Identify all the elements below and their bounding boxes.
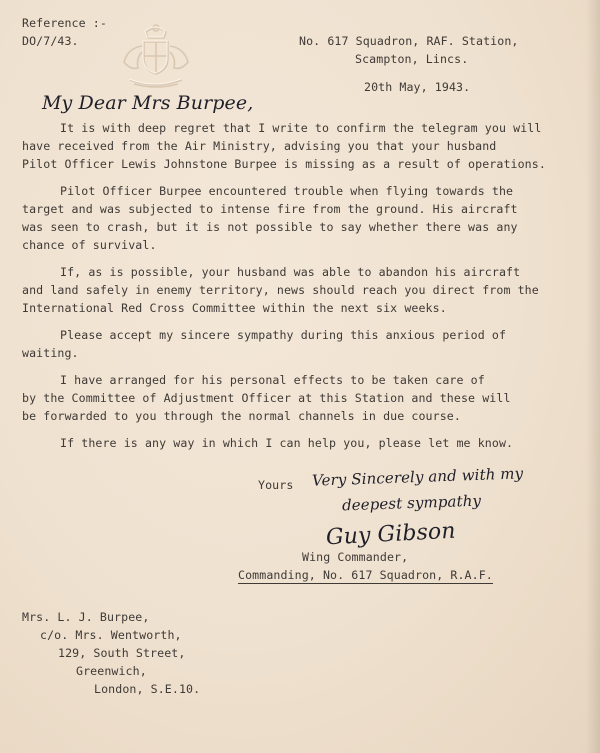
paragraph-2-line-2: target and was subjected to intense fire from the ground. His aircraft xyxy=(22,202,518,216)
closing-yours: Yours xyxy=(258,478,294,492)
signature: Guy Gibson xyxy=(325,518,457,551)
paragraph-5-line-3: be forwarded to you through the normal channels in due course. xyxy=(22,409,461,423)
address-line-2: Scampton, Lincs. xyxy=(355,52,469,66)
handwritten-closing-line-2: deepest sympathy xyxy=(341,491,482,515)
paragraph-1-line-1: It is with deep regret that I write to confirm the telegram you will xyxy=(60,121,542,135)
address-line-1: No. 617 Squadron, RAF. Station, xyxy=(299,34,519,48)
paragraph-1-line-2: have received from the Air Ministry, advising you that your husband xyxy=(22,139,497,153)
handwritten-closing-line-1: Very Sincerely and with my xyxy=(311,464,524,490)
paragraph-5-line-2: by the Committee of Adjustment Officer at this Station and these will xyxy=(22,391,511,405)
paragraph-1-line-3: Pilot Officer Lewis Johnstone Burpee is missing as a result of operations. xyxy=(22,157,546,171)
paragraph-3-line-2: and land safely in enemy territory, news should reach you direct from the xyxy=(22,283,539,297)
signatory-command: Commanding, No. 617 Squadron, R.A.F. xyxy=(238,568,493,582)
recipient-line-2: c/o. Mrs. Wentworth, xyxy=(40,628,182,642)
recipient-line-1: Mrs. L. J. Burpee, xyxy=(22,610,150,624)
paragraph-2-line-3: was seen to crash, but it is not possible to say whether there was any xyxy=(22,220,518,234)
paragraph-3-line-1: If, as is possible, your husband was able to abandon his aircraft xyxy=(60,265,521,279)
signatory-title: Wing Commander, xyxy=(302,550,409,564)
paragraph-2-line-1: Pilot Officer Burpee encountered trouble when flying towards the xyxy=(60,184,514,198)
paragraph-5-line-1: I have arranged for his personal effects to be taken care of xyxy=(60,373,485,387)
recipient-line-4: Greenwich, xyxy=(76,664,147,678)
paragraph-4-line-1: Please accept my sincere sympathy during this anxious period of xyxy=(60,328,507,342)
reference-number: DO/7/43. xyxy=(22,34,79,48)
letter-date: 20th May, 1943. xyxy=(364,80,471,94)
recipient-line-5: London, S.E.10. xyxy=(94,682,201,696)
paragraph-4-line-2: waiting. xyxy=(22,346,79,360)
paper-edge-shadow xyxy=(586,0,600,753)
reference-label: Reference :- xyxy=(22,16,107,30)
embossed-crest-icon xyxy=(112,22,200,88)
paragraph-3-line-3: International Red Cross Committee within the next six weeks. xyxy=(22,301,447,315)
recipient-line-3: 129, South Street, xyxy=(58,646,186,660)
paragraph-2-line-4: chance of survival. xyxy=(22,238,157,252)
paragraph-6-line-1: If there is any way in which I can help you, please let me know. xyxy=(60,436,514,450)
salutation: My Dear Mrs Burpee, xyxy=(42,92,254,114)
